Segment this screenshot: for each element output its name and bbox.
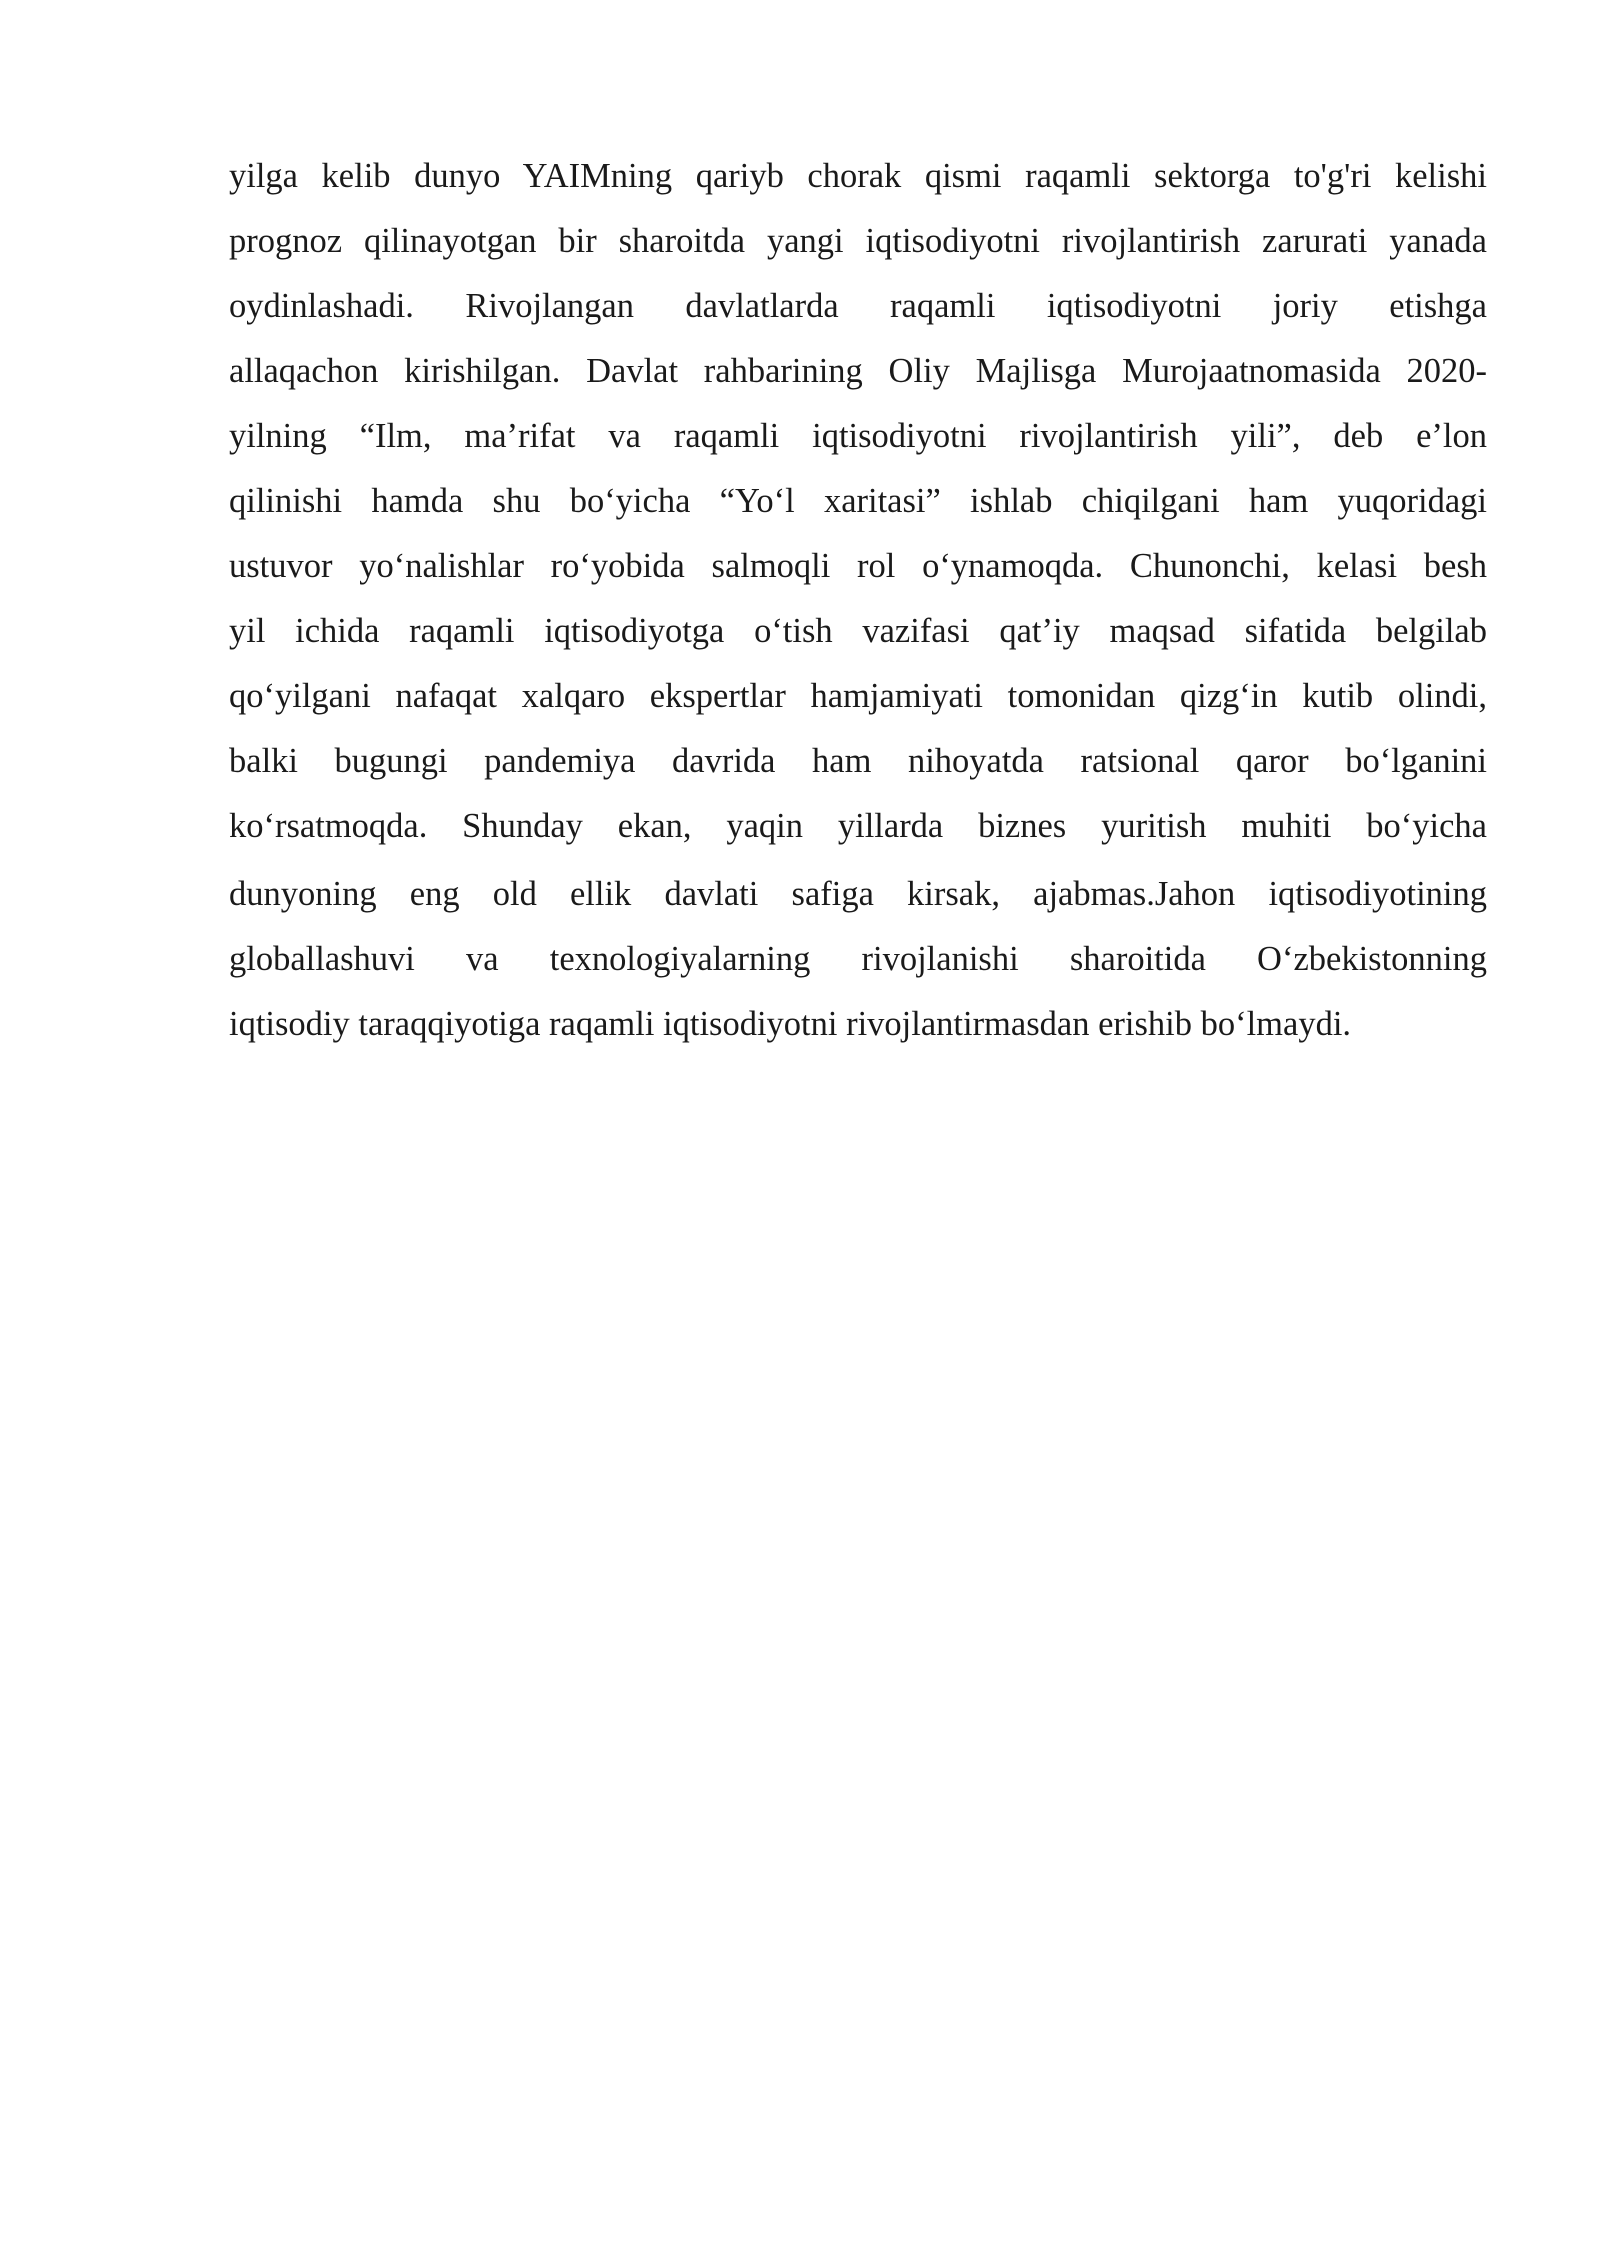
text-line: iqtisodiy taraqqiyotiga raqamli iqtisodiyotni rivojlantirmasdan erishib bo‘lmaydi. <box>229 1005 1352 1043</box>
text-line: ustuvor yo‘nalishlar ro‘yobida salmoqli rol o‘ynamoqda. Chunonchi, kelasi besh <box>229 547 1487 585</box>
text-line: qo‘yilgani nafaqat xalqaro ekspertlar hamjamiyati tomonidan qizg‘in kutib olindi, <box>229 677 1487 715</box>
body-paragraph <box>229 148 1487 1061</box>
text-line: balki bugungi pandemiya davrida ham nihoyatda ratsional qaror bo‘lganini <box>229 742 1487 780</box>
text-line: prognoz qilinayotgan bir sharoitda yangi iqtisodiyotni rivojlantirish zarurati yanada <box>229 222 1487 260</box>
text-line: globallashuvi va texnologiyalarning rivojlanishi sharoitida O‘zbekistonning <box>229 940 1487 978</box>
text-line: dunyoning eng old ellik davlati safiga kirsak, ajabmas.Jahon iqtisodiyotining <box>229 875 1487 913</box>
text-line: yilning “Ilm, ma’rifat va raqamli iqtisodiyotni rivojlantirish yili”, deb e’lon <box>229 417 1487 455</box>
text-line: qilinishi hamda shu bo‘yicha “Yo‘l xaritasi” ishlab chiqilgani ham yuqoridagi <box>229 482 1487 520</box>
text-line: allaqachon kirishilgan. Davlat rahbarining Oliy Majlisga Murojaatnomasida 2020- <box>229 352 1487 390</box>
text-line: oydinlashadi. Rivojlangan davlatlarda raqamli iqtisodiyotni joriy etishga <box>229 287 1487 325</box>
text-line: ko‘rsatmoqda. Shunday ekan, yaqin yillarda biznes yuritish muhiti bo‘yicha <box>229 807 1487 845</box>
text-line: yil ichida raqamli iqtisodiyotga o‘tish vazifasi qat’iy maqsad sifatida belgilab <box>229 612 1487 650</box>
text-line: yilga kelib dunyo YAIMning qariyb chorak qismi raqamli sektorga to'g'ri kelishi <box>229 157 1487 195</box>
